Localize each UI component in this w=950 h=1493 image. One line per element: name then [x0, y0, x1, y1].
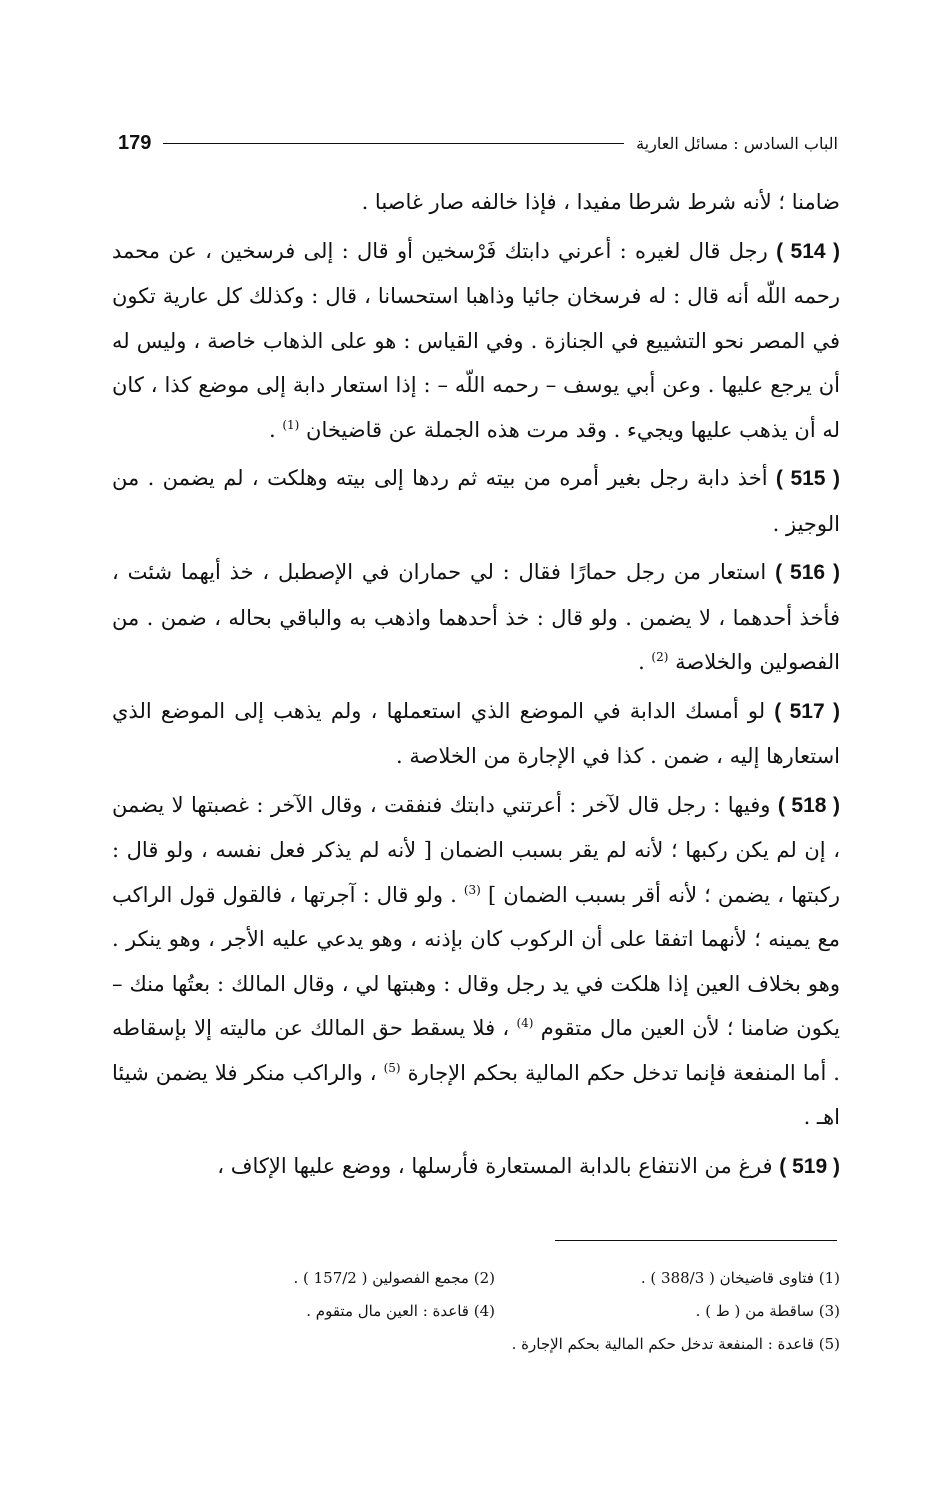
paragraph: [112, 550, 840, 685]
paragraph-tail: . ولو قال : آجرتها ، فالقول قول الراكب مع يمينه ؛ لأنهما اتفقا على أن الركوب كان بإذنه ، وهو يدعي عليه الأجر ، وهو ينكر . وهو بخلاف العين إذا هلكت في يد رجل وقال : وهبتها لي ، وقال المالك : بعتُها منك – يكون ضامنا ؛ لأن العين مال متقوم: [112, 882, 841, 1040]
paragraph-tail: ، والراكب منكر فلا يضمن شيئا اهـ .: [112, 1060, 840, 1129]
paragraph-text: استعار من رجل حمارًا فقال : لي حماران في الإصطبل ، خذ أيهما شئت ، فأخذ أحدهما ، لا يضمن . ولو قال : خذ أحدهما واذهب به والباقي بحاله ، ضمن . من الفصولين والخلاصة: [112, 560, 840, 674]
footnote-row: [150, 1262, 840, 1295]
paragraph: [112, 689, 840, 779]
footnote-row: [150, 1328, 840, 1361]
issue-number: ( 518 ): [777, 793, 841, 817]
page-header: [118, 128, 838, 158]
page-number: 179: [118, 131, 152, 154]
issue-number: ( 519 ): [779, 1154, 840, 1178]
body-text: [112, 180, 840, 1193]
paragraph-text: لو أمسك الدابة في الموضع الذي استعملها ، ولم يذهب إلى الموضع الذي استعارها إليه ، ضمن . كذا في الإجارة من الخلاصة .: [112, 698, 840, 768]
paragraph-text: ضامنا ؛ لأنه شرط شرطا مفيدا ، فإذا خالفه صار غاصبا .: [361, 190, 840, 214]
issue-number: ( 517 ): [774, 699, 840, 723]
paragraph: [112, 783, 840, 1140]
issue-number: ( 514 ): [776, 239, 841, 263]
footnote-separator: [555, 1240, 837, 1241]
footnote-ref: (5): [383, 1060, 401, 1075]
paragraph-text: رجل قال لغيره : أعرني دابتك فَرْسخين أو قال : إلى فرسخين ، عن محمد رحمه اللّه أنه قال : له فرسخان جائيا وذاهبا استحسانا ، قال : وكذلك كل عارية تكون في المصر نحو التشييع في الجنازة . وفي القياس : هو على الذهاب خاصة ، وليس له أن يرجع عليها . وعن أبي يوسف – رحمه اللّه – : إذا استعار دابة إلى موضع كذا ، كان له أن يذهب عليها ويجيء . وقد مرت هذه الجملة عن قاضيخان: [112, 238, 840, 442]
footnote-ref: (1): [282, 417, 300, 432]
running-title: الباب السادس : مسائل العارية: [636, 133, 838, 153]
footnote: (3) ساقطة من ( ط ) .: [695, 1302, 840, 1320]
header-rule: [163, 143, 624, 144]
footnote: (2) مجمع الفصولين ( 157/2 ) .: [293, 1269, 495, 1287]
paragraph-tail: ، فلا يسقط حق المالك عن ماليته إلا بإسقاطه . أما المنفعة فإنما تدخل حكم المالية بحكم الإجارة: [112, 1016, 840, 1085]
paragraph-tail: .: [268, 417, 283, 442]
footnote: (1) فتاوى قاضيخان ( 388/3 ) .: [640, 1269, 840, 1287]
paragraph-text: أخذ دابة رجل بغير أمره من بيته ثم ردها إلى بيته وهلكت ، لم يضمن . من الوجيز .: [112, 466, 840, 536]
paragraph-text: وفيها : رجل قال لآخر : أعرتني دابتك فنفقت ، وقال الآخر : غصبتها لا يضمن ، إن لم يكن ركبها ؛ لأنه لم يقر بسبب الضمان [ لأنه لم يذكر فعل نفسه ، ولو قال : ركبتها ، يضمن ؛ لأنه أقر بسبب الضمان ]: [112, 792, 840, 907]
footnote-row: [150, 1295, 840, 1328]
paragraph: [112, 456, 840, 546]
footnote-ref: (4): [516, 1016, 534, 1030]
footnotes: [150, 1262, 840, 1361]
paragraph: [112, 1144, 840, 1190]
paragraph: [112, 180, 840, 225]
paragraph: [112, 229, 840, 453]
footnote: (4) قاعدة : العين مال متقوم .: [306, 1302, 495, 1320]
issue-number: ( 515 ): [775, 467, 841, 490]
issue-number: ( 516 ): [775, 561, 841, 584]
paragraph-text: فرغ من الانتفاع بالدابة المستعارة فأرسلها ، ووضع عليها الإكاف ،: [217, 1153, 773, 1178]
footnote: (5) قاعدة : المنفعة تدخل حكم المالية بحكم الإجارة .: [511, 1335, 840, 1353]
footnote-ref: (2): [651, 650, 669, 664]
footnote-ref: (3): [463, 882, 481, 897]
paragraph-tail: .: [638, 650, 652, 674]
